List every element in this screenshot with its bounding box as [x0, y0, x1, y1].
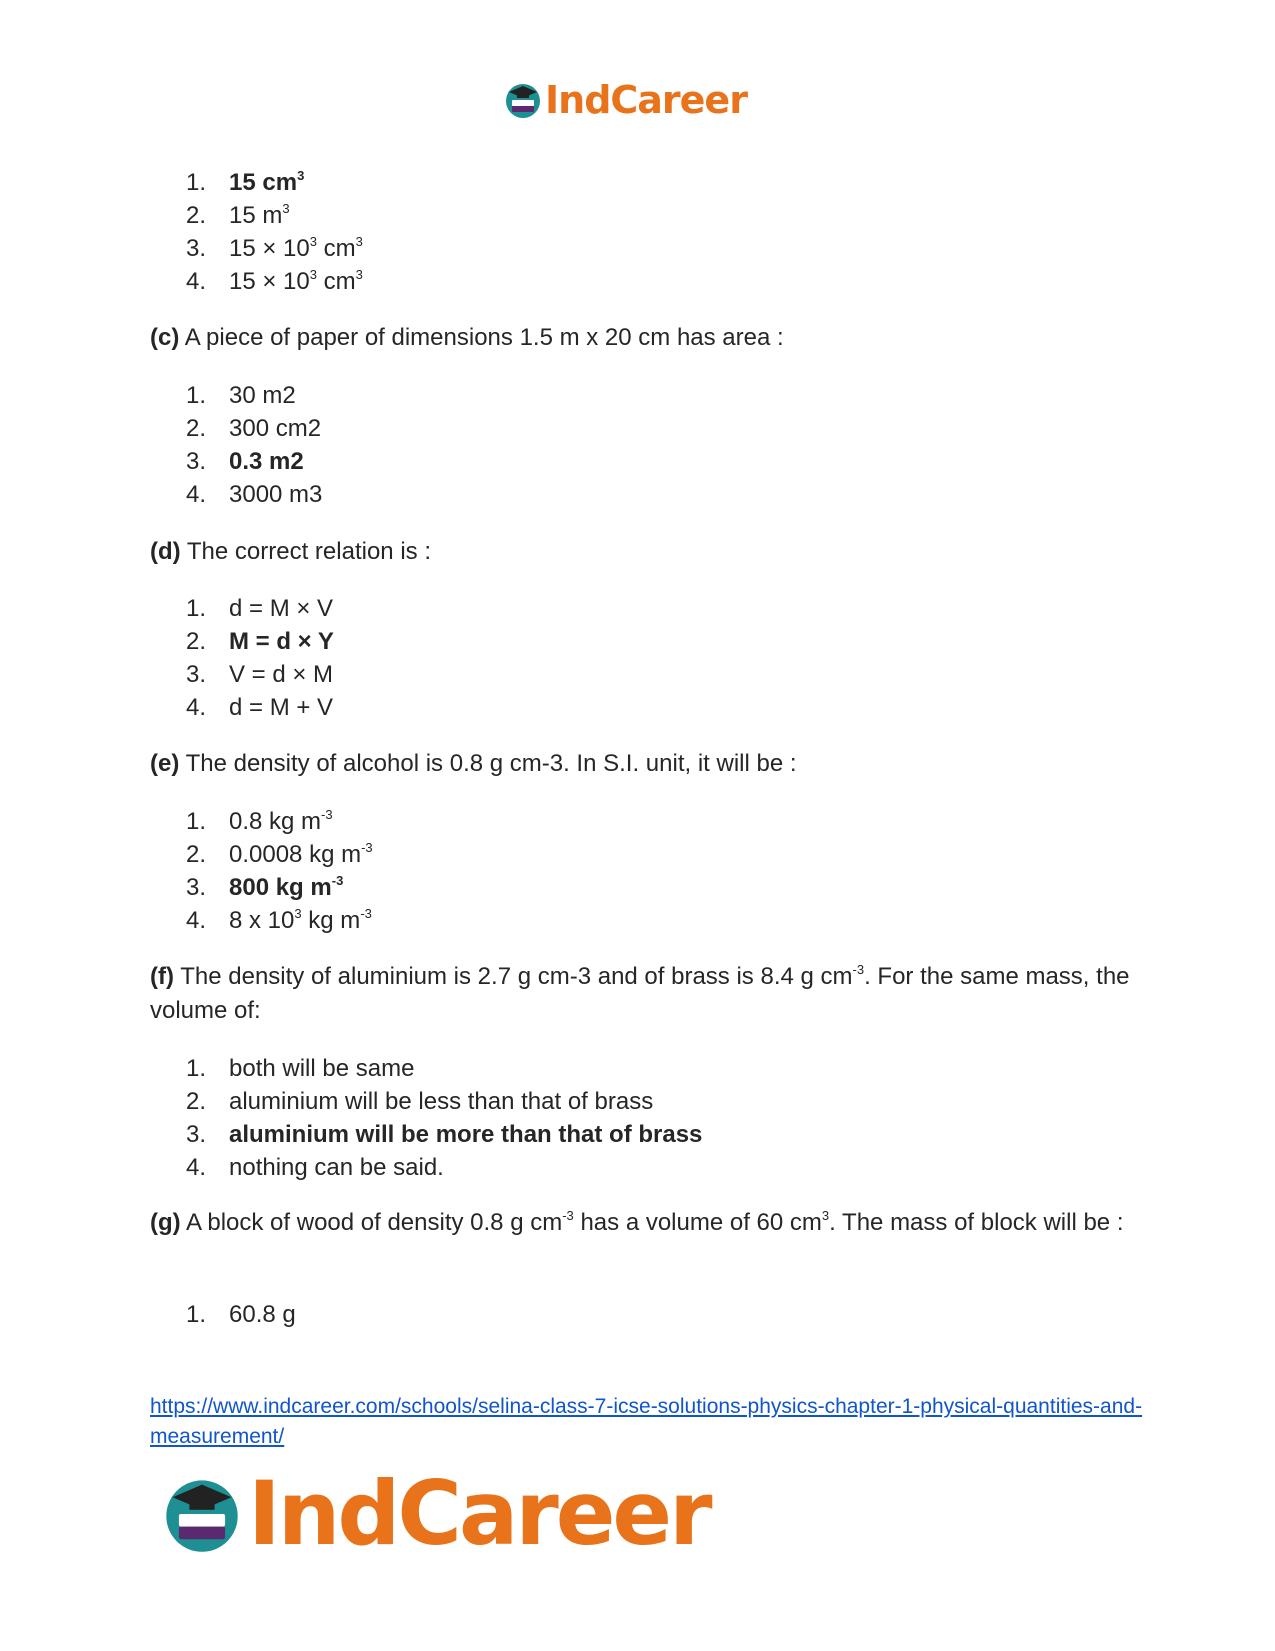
logo-wordmark: IndCareer: [248, 1462, 710, 1565]
list-item: 3. 0.3 m2: [186, 448, 304, 475]
list-item: 4. $15 \times 10^3$ $cm^3$: [186, 267, 363, 295]
list-item: 2. 0.0008 kg $m^{-3}$: [186, 840, 373, 868]
list-item: 2. 300 cm2: [186, 415, 322, 442]
source-link[interactable]: https://www.indcareer.com/schools/selina-class-7-icse-solutions-physics-chapter-1-physical-quantities-and-measurement/: [150, 1395, 1143, 1448]
question-c: (c) A piece of paper of dimensions 1.5 m x 20 cm has area :: [150, 324, 784, 351]
list-item: 4. d = M + V: [186, 694, 334, 721]
list-item: 4. 3000 m3: [186, 481, 323, 508]
question-e: (e) The density of alcohol is 0.8 g cm-3. In S.I. unit, it will be :: [150, 750, 797, 777]
list-item: 1. 60.8 g: [186, 1301, 296, 1328]
logo-wordmark: IndCareer: [545, 78, 747, 122]
list-item: 1. 0.8 kg $m^{-3}$: [186, 807, 333, 835]
list-item: 1. d = M × V: [186, 595, 334, 622]
indcareer-logo-bottom: [160, 1462, 710, 1565]
indcareer-logo-top: [503, 78, 747, 122]
question-g: (g) A block of wood of density 0.8 g $cm^{-3}$ has a volume of 60 $cm^3$. The mass of block will be :: [150, 1208, 1124, 1236]
list-item: 2. 15 $m^3$: [186, 201, 290, 229]
list-item: 3. 800 kg $m^{-3}$: [186, 873, 344, 901]
list-item: 1. 30 m2: [186, 382, 296, 409]
list-item: 3. V = d × M: [186, 661, 334, 688]
list-item: 1. both will be same: [186, 1055, 415, 1082]
graduation-cap-books-icon: [503, 80, 543, 120]
question-d: (d) The correct relation is :: [150, 538, 431, 565]
list-item: 1. 15 $cm^3$: [186, 168, 305, 196]
question-f: (f) The density of aluminium is 2.7 g cm-3 and of brass is 8.4 g $cm^{-3}$. For the same mass, the volume of:: [150, 962, 1130, 1024]
graduation-cap-books-icon: [160, 1472, 244, 1556]
list-item: 2. M = d × Y: [186, 628, 334, 655]
list-item: 3. aluminium will be more than that of brass: [186, 1121, 703, 1148]
list-item: 3. $15 \times 10^3$ $cm^3$: [186, 234, 363, 262]
list-item: 4. 8 x $10^3$ kg $m^{-3}$: [186, 906, 372, 934]
list-item: 2. aluminium will be less than that of brass: [186, 1088, 654, 1115]
list-item: 4. nothing can be said.: [186, 1154, 444, 1181]
